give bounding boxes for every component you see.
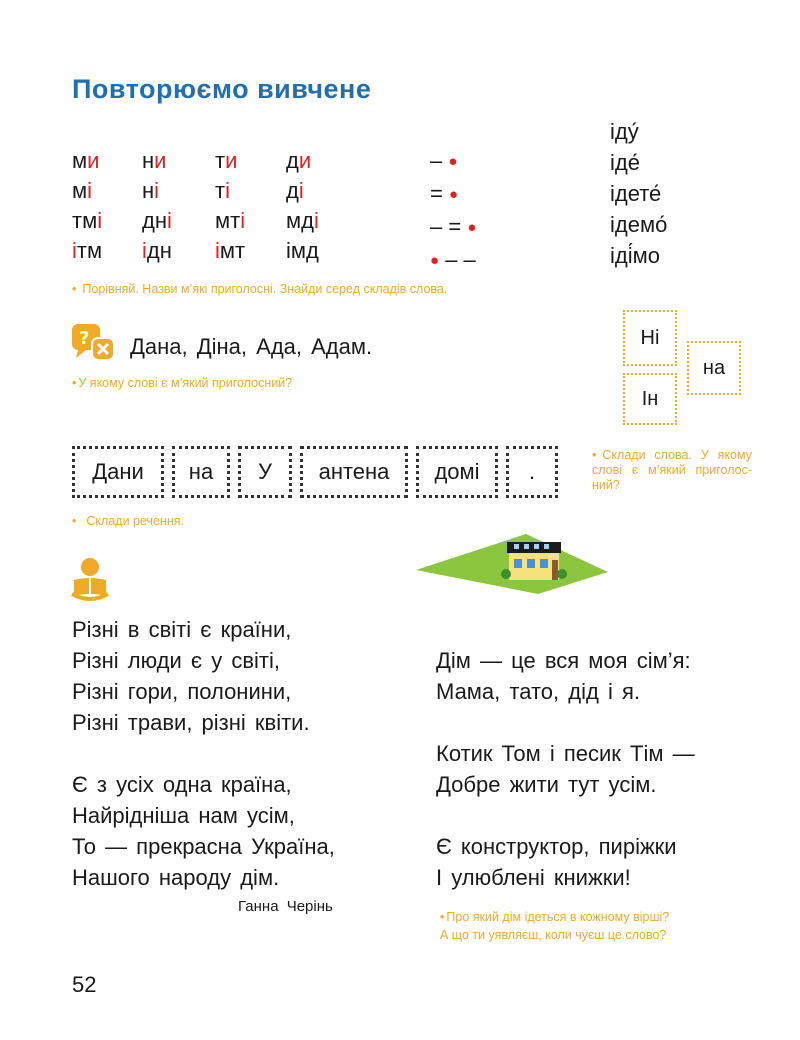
poem-line: Різні люди є у світі, (72, 648, 280, 673)
names-line: Дана, Діна, Ада, Адам. (130, 334, 373, 359)
hint-syllables: • Склади слова. У якому слові є м’який приголос-ний? (592, 448, 752, 492)
poem-line: Різні гори, полонини, (72, 679, 292, 704)
hint-poem: • Про який дім ідеться в кожному вірші? А що ти уявляєш, коли чуєш це слово? (440, 910, 670, 942)
sound-scheme: – = ● (430, 214, 477, 239)
syllable: мі (72, 178, 93, 203)
reading-icon (70, 556, 110, 604)
poem-author: Ганна Черінь (238, 898, 333, 915)
quiz-icon (70, 322, 116, 364)
sound-scheme-column (430, 146, 476, 278)
syllable: імд (286, 238, 319, 263)
sound-scheme: ● – – (430, 247, 476, 272)
poem-line: То — прекрасна Україна, (72, 834, 335, 859)
poem-line: Мама, тато, дід і я. (436, 679, 640, 704)
syllable-box: Ін (623, 373, 677, 425)
verb: ідемо́ (610, 212, 668, 237)
house-illustration (414, 526, 610, 596)
syllable: ді (286, 178, 304, 203)
verb: ідете́ (610, 181, 662, 206)
poem-line: Є конструктор, пиріжки (436, 834, 677, 859)
syllable: імт (215, 238, 246, 263)
poem-line: Найрідніша нам усім, (72, 803, 295, 828)
syllable: ті (215, 178, 230, 203)
syllable: мті (215, 208, 246, 233)
syllable: ітм (72, 238, 103, 263)
poem-line: Нашого народу дім. (72, 865, 280, 890)
word-box: . (506, 446, 558, 498)
syllable: ні (142, 178, 160, 203)
syllable: ни (142, 148, 167, 173)
word-box: У (238, 446, 292, 498)
poem-line: Добре жити тут усім. (436, 772, 657, 797)
word-box: Дани (72, 446, 164, 498)
verb-list (610, 116, 667, 271)
hint-names: • У якому слові є м’який приголосний? (72, 376, 293, 390)
page-number: 52 (72, 972, 97, 997)
poem-line: Дім — це вся моя сім’я: (436, 648, 691, 673)
syllable-box: на (687, 341, 741, 395)
poem-line: Різні трави, різні квіти. (72, 710, 310, 735)
syllable: тмі (72, 208, 103, 233)
poem-line: Різні в світі є країни, (72, 617, 292, 642)
verb: іді́мо (610, 243, 660, 268)
hint-sentence: • Склади речення. (72, 514, 185, 528)
word-box: домі (416, 446, 498, 498)
verb: іду́ (610, 119, 639, 144)
poem-line: Є з усіх одна країна, (72, 772, 292, 797)
hint-compare: • Порівняй. Назви м’які приголосні. Знайди серед складів слова. (72, 282, 448, 296)
svg-text:?: ? (79, 328, 90, 349)
verb: іде́ (610, 150, 640, 175)
syllable: ідн (142, 238, 172, 263)
poem-2 (436, 645, 695, 893)
poem-line: Котик Том і песик Тім — (436, 741, 695, 766)
poem-line: І улюблені книжки! (436, 865, 631, 890)
syllable: ти (215, 148, 238, 173)
syllable: ми (72, 148, 100, 173)
syllable: ди (286, 148, 312, 173)
sound-scheme: = ● (430, 181, 459, 206)
syllable: мді (286, 208, 319, 233)
syllable: дні (142, 208, 172, 233)
word-box: на (172, 446, 230, 498)
sound-scheme: – ● (430, 148, 458, 173)
poem-1 (72, 614, 335, 893)
syllable-box: Ні (623, 310, 677, 366)
page-title: Повторюємо вивчене (72, 74, 372, 104)
word-box: антена (300, 446, 408, 498)
